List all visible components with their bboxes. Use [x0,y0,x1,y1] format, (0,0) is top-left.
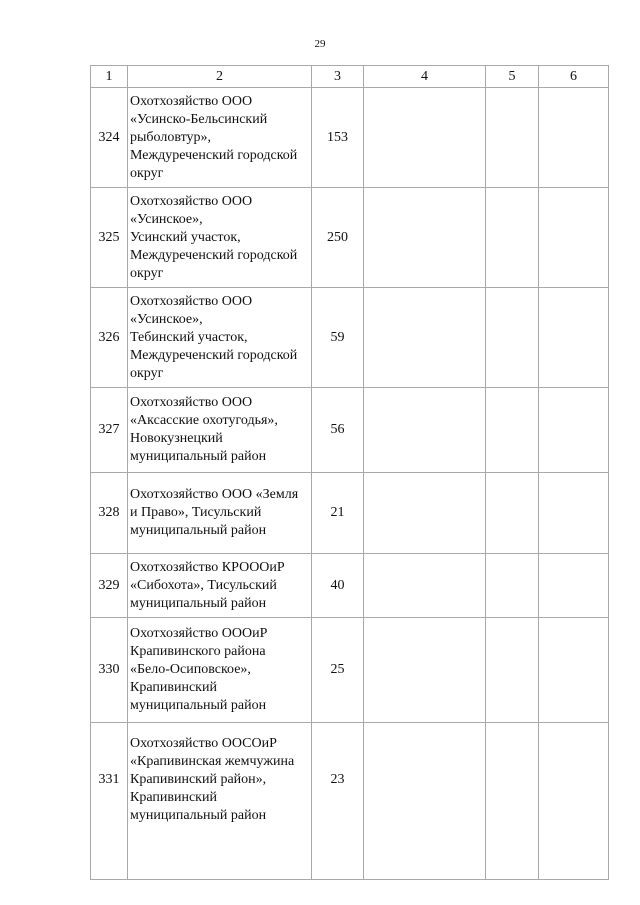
table-row [91,723,609,880]
cell-col-6 [539,388,609,473]
name-line: Междуреченский городской [130,247,298,263]
cell-col-4 [364,473,486,554]
hunting-ground-name [128,388,312,473]
name-line: «Усинское», [130,311,203,327]
column-header-5: 5 [486,66,539,88]
cell-col-5 [486,473,539,554]
page-number: 29 [314,38,326,50]
name-line: Крапивинский [130,790,217,805]
cell-col-6 [539,188,609,288]
name-line: Новокузнецкий [130,431,223,446]
name-line: «Бело-Осиповское», [130,662,251,677]
quota-value: 250 [312,188,364,288]
quota-value: 56 [312,388,364,473]
table-row [91,88,609,188]
name-line: муниципальный район [130,449,267,464]
table-row [91,618,609,723]
cell-col-4 [364,188,486,288]
name-line: Тебинский участок, [130,329,248,345]
hunting-ground-name [128,88,312,188]
name-line: Междуреченский городской [130,347,298,363]
quota-value: 153 [312,88,364,188]
name-line: округ [130,365,164,381]
cell-col-5 [486,188,539,288]
row-number: 328 [91,473,128,554]
cell-col-4 [364,388,486,473]
cell-col-6 [539,618,609,723]
name-line: Крапивинский [130,680,217,695]
name-line: Охотхозяйство ООО [130,395,253,410]
cell-col-5 [486,388,539,473]
hunting-ground-name [128,288,312,388]
name-line: «Усинское», [130,211,203,227]
hunting-ground-name [128,188,312,288]
cell-col-6 [539,88,609,188]
cell-col-4 [364,554,486,618]
name-line: Междуреченский городской [130,147,298,163]
row-number: 324 [91,88,128,188]
quota-value: 40 [312,554,364,618]
name-line: Крапивинский район», [130,772,267,787]
name-line: Охотхозяйство КРОООиР [130,559,285,575]
quota-value: 23 [312,723,364,880]
column-header-2: 2 [128,66,312,88]
row-number: 330 [91,618,128,723]
name-line: Охотхозяйство ООО [130,93,253,109]
name-line: «Сибохота», Тисульский [130,577,277,593]
cell-col-5 [486,618,539,723]
cell-col-6 [539,723,609,880]
hunting-ground-name [128,473,312,554]
name-line: «Усинско-Бельсинский [130,111,268,127]
cell-col-5 [486,554,539,618]
cell-col-4 [364,618,486,723]
cell-col-6 [539,473,609,554]
column-header-3: 3 [312,66,364,88]
name-line: муниципальный район [130,523,267,538]
row-number: 325 [91,188,128,288]
row-number: 327 [91,388,128,473]
cell-col-4 [364,723,486,880]
row-number: 331 [91,723,128,880]
name-line: и Право», Тисульский [130,505,262,520]
quota-value: 25 [312,618,364,723]
table-row [91,288,609,388]
name-line: муниципальный район [130,808,267,823]
name-line: Охотхозяйство ООО [130,193,253,209]
hunting-ground-name [128,723,312,880]
cell-col-6 [539,288,609,388]
cell-col-5 [486,88,539,188]
column-header-6: 6 [539,66,609,88]
table-row [91,188,609,288]
name-line: рыболовтур», [130,129,212,145]
row-number: 329 [91,554,128,618]
name-line: муниципальный район [130,698,267,713]
column-header-4: 4 [364,66,486,88]
name-line: Охотхозяйство ОООиР [130,626,268,641]
hunting-ground-name [128,554,312,618]
cell-col-4 [364,88,486,188]
table-row [91,388,609,473]
name-line: Усинский участок, [130,229,241,245]
name-line: «Крапивинская жемчужина [130,754,295,769]
table-header-row [91,66,609,88]
name-line: Охотхозяйство ООО «Земля [130,487,299,502]
quota-value: 59 [312,288,364,388]
cell-col-5 [486,723,539,880]
name-line: муниципальный район [130,595,267,611]
table-row [91,554,609,618]
name-line: округ [130,165,164,181]
name-line: Охотхозяйство ООО [130,293,253,309]
row-number: 326 [91,288,128,388]
name-line: «Аксасские охотугодья», [130,413,278,428]
table-row [91,473,609,554]
hunting-ground-name [128,618,312,723]
column-header-1: 1 [91,66,128,88]
cell-col-4 [364,288,486,388]
name-line: округ [130,265,164,281]
hunting-grounds-table [90,65,609,880]
quota-value: 21 [312,473,364,554]
name-line: Охотхозяйство ООСОиР [130,736,277,751]
cell-col-5 [486,288,539,388]
name-line: Крапивинского района [130,644,266,659]
cell-col-6 [539,554,609,618]
